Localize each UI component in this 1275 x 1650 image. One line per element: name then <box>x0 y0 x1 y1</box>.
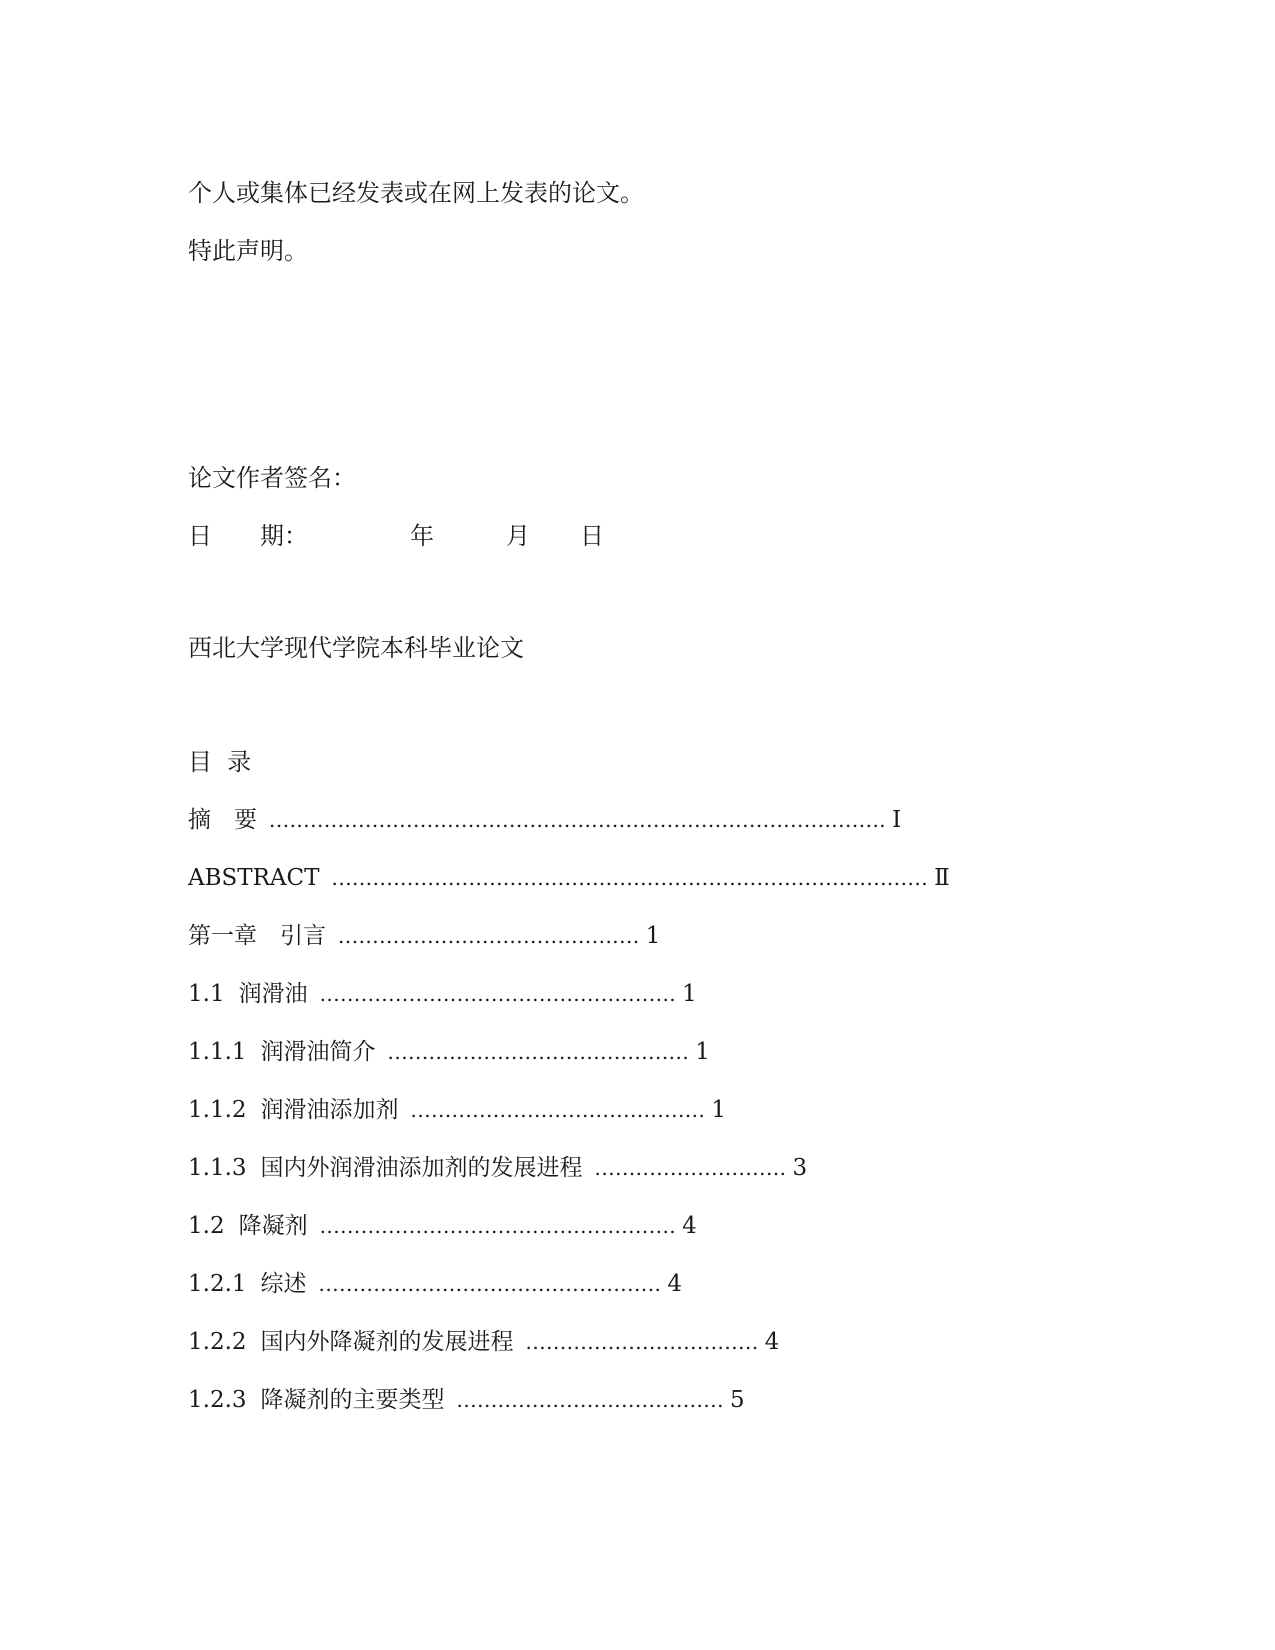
toc-entry-title: 国内外降凝剂的发展进程 <box>260 1329 514 1355</box>
toc-entry-1-1-3[interactable] <box>188 1153 807 1183</box>
month-label: 月 <box>506 522 530 550</box>
toc-entry-1-2-3[interactable] <box>188 1385 745 1415</box>
toc-entry-number: 1.2 <box>188 1213 225 1239</box>
toc-entry-number: 1.2.1 <box>188 1271 247 1297</box>
toc-entry-title: 摘 要 <box>188 807 257 833</box>
date-label: 日 期： <box>188 522 308 550</box>
toc-entry-title: 润滑油简介 <box>260 1039 376 1065</box>
toc-entry-abstract-cn[interactable] <box>188 805 901 835</box>
toc-entry-1-1-2[interactable] <box>188 1095 726 1125</box>
toc-entry-chapter-1[interactable] <box>188 921 660 951</box>
toc-entry-dots: .................................................. <box>318 1272 662 1296</box>
toc-entry-title: ABSTRACT <box>188 865 320 891</box>
toc-entry-number: 1.2.3 <box>188 1387 247 1413</box>
declaration-line-1: 个人或集体已经发表或在网上发表的论文。 <box>188 179 644 207</box>
toc-entry-1-2-1[interactable] <box>188 1269 682 1299</box>
toc-entry-1-2-2[interactable] <box>188 1327 779 1357</box>
date-line <box>188 521 888 551</box>
toc-entry-page: Ⅱ <box>934 865 950 891</box>
toc-entry-title: 综述 <box>260 1271 307 1297</box>
toc-entry-page: 4 <box>764 1329 780 1355</box>
toc-entry-dots: .................................................... <box>319 982 677 1006</box>
toc-entry-title: 降凝剂的主要类型 <box>260 1387 445 1413</box>
toc-entry-page: 3 <box>792 1155 808 1181</box>
toc-entry-page: 4 <box>682 1213 697 1239</box>
toc-entry-dots: ............................ <box>594 1156 787 1180</box>
toc-entry-page: Ⅰ <box>892 807 902 833</box>
toc-entry-number: 1.2.2 <box>188 1329 247 1355</box>
toc-entry-dots: ............................................ <box>338 924 640 948</box>
toc-entry-dots: ....................................................................................... <box>331 866 929 890</box>
toc-entry-page: 5 <box>729 1387 745 1413</box>
declaration-line-2: 特此声明。 <box>188 237 308 265</box>
toc-entry-page: 1 <box>645 923 661 949</box>
toc-entry-dots: .................................. <box>525 1330 759 1354</box>
toc-entry-title: 润滑油添加剂 <box>260 1097 399 1123</box>
toc-entry-page: 1 <box>695 1039 710 1065</box>
toc-entry-title: 润滑油 <box>238 981 308 1007</box>
toc-entry-dots: ....................................... <box>456 1388 724 1412</box>
toc-entry-1-2[interactable] <box>188 1211 697 1241</box>
toc-entry-dots: ............................................ <box>387 1040 690 1064</box>
toc-entry-dots: .................................................... <box>319 1214 677 1238</box>
toc-entry-1-1-1[interactable] <box>188 1037 710 1067</box>
author-signature-label: 论文作者签名： <box>188 464 356 492</box>
toc-entry-title: 国内外润滑油添加剂的发展进程 <box>260 1155 583 1181</box>
toc-entry-dots: ........................................... <box>410 1098 706 1122</box>
toc-entry-page: 1 <box>682 981 697 1007</box>
day-label: 日 <box>580 522 604 550</box>
toc-entry-1-1[interactable] <box>188 979 697 1009</box>
document-header: 西北大学现代学院本科毕业论文 <box>188 634 524 662</box>
toc-entry-dots: .......................................................................................... <box>269 808 887 832</box>
toc-entry-title: 第一章 引言 <box>188 923 326 949</box>
toc-entry-page: 1 <box>711 1097 727 1123</box>
toc-entry-page: 4 <box>667 1271 683 1297</box>
toc-entry-abstract-en[interactable] <box>188 863 950 893</box>
toc-entry-number: 1.1.2 <box>188 1097 247 1123</box>
toc-entry-number: 1.1.1 <box>188 1039 247 1065</box>
toc-entry-number: 1.1.3 <box>188 1155 247 1181</box>
toc-entry-number: 1.1 <box>188 981 225 1007</box>
toc-title: 目 录 <box>188 748 252 776</box>
year-label: 年 <box>410 522 434 550</box>
toc-entry-title: 降凝剂 <box>238 1213 308 1239</box>
